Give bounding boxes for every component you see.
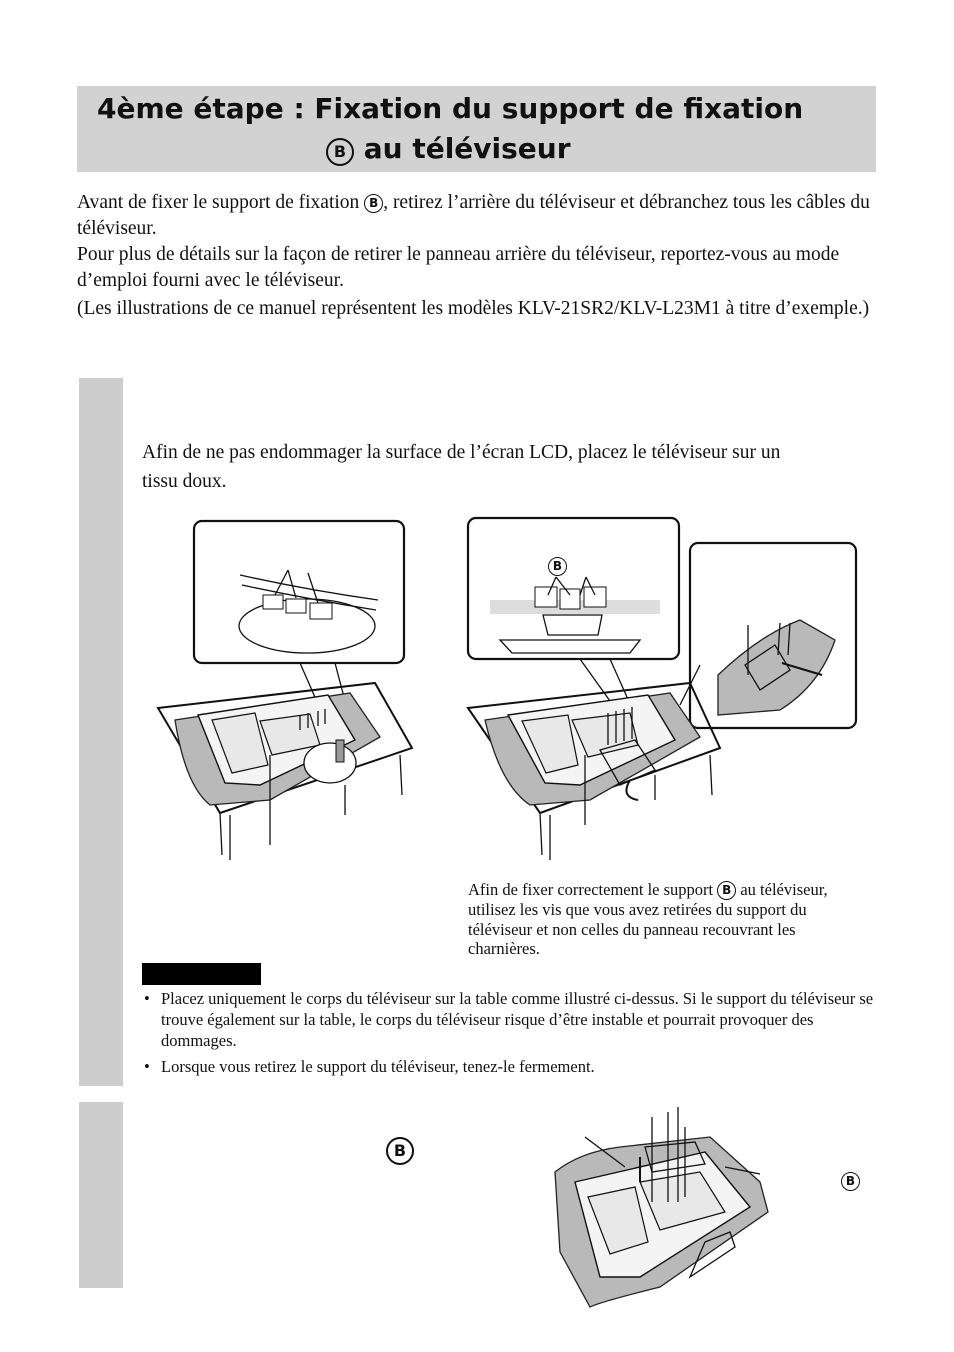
notes-heading-bar [142, 963, 261, 985]
page-title-line2-text: au téléviseur [363, 132, 571, 165]
page-title-line1: 4ème étape : Fixation du support de fixation [97, 92, 804, 125]
figure-caption [468, 880, 868, 959]
notes-list [142, 988, 877, 1082]
circled-marker-b: B [326, 138, 354, 166]
intro-text [77, 190, 877, 322]
note-item: • Placez uniquement le corps du téléviseur sur la table comme illustré ci-dessus. Si le support du téléviseur se trouve également sur la table, le corps du téléviseur risque d’être instable et pourrait provoquer des dommages. [142, 988, 877, 1051]
note-item: • Lorsque vous retirez le support du téléviseur, tenez-le fermement. [142, 1056, 877, 1077]
step1-instruction: Afin de ne pas endommager la surface de l’écran LCD, placez le téléviseur sur un tissu doux. [142, 442, 781, 492]
step2-marker-right [841, 1172, 860, 1191]
step2-marker-left [386, 1137, 414, 1165]
intro-paragraph-1 [77, 190, 877, 242]
figure-attach-bracket [540, 1102, 780, 1312]
intro-p1-start: Avant de fixer le support de fixation [77, 192, 360, 213]
intro-p1-end: , retirez l’arrière du téléviseur et débranchez tous les câbles du téléviseur. [77, 192, 870, 239]
step1-bar [79, 378, 123, 1086]
figure-marker [548, 557, 567, 576]
circled-marker-b: B [717, 881, 736, 900]
figure-remove-stand-b [460, 515, 860, 865]
intro-paragraph-3: (Les illustrations de ce manuel représentent les modèles KLV-21SR2/KLV-L23M1 à titre d’exemple.) [77, 298, 870, 319]
caption-start: Afin de fixer correctement le support [468, 880, 714, 899]
intro-paragraph-2: Pour plus de détails sur la façon de retirer le panneau arrière du téléviseur, reportez-vous au mode d’emploi fourni avec le téléviseur. [77, 244, 840, 291]
circled-marker-b: B [364, 194, 383, 213]
caption-end: au téléviseur, utilisez les vis que vous avez retirées du support du téléviseur et non celles du panneau recouvrant les charnières. [468, 880, 828, 958]
step2-bar [79, 1102, 123, 1288]
circled-marker-b: B [386, 1137, 414, 1165]
page-title-line2 [326, 132, 571, 166]
circled-marker-b: B [548, 557, 567, 576]
figure-remove-stand [150, 515, 420, 865]
circled-marker-b: B [841, 1172, 860, 1191]
